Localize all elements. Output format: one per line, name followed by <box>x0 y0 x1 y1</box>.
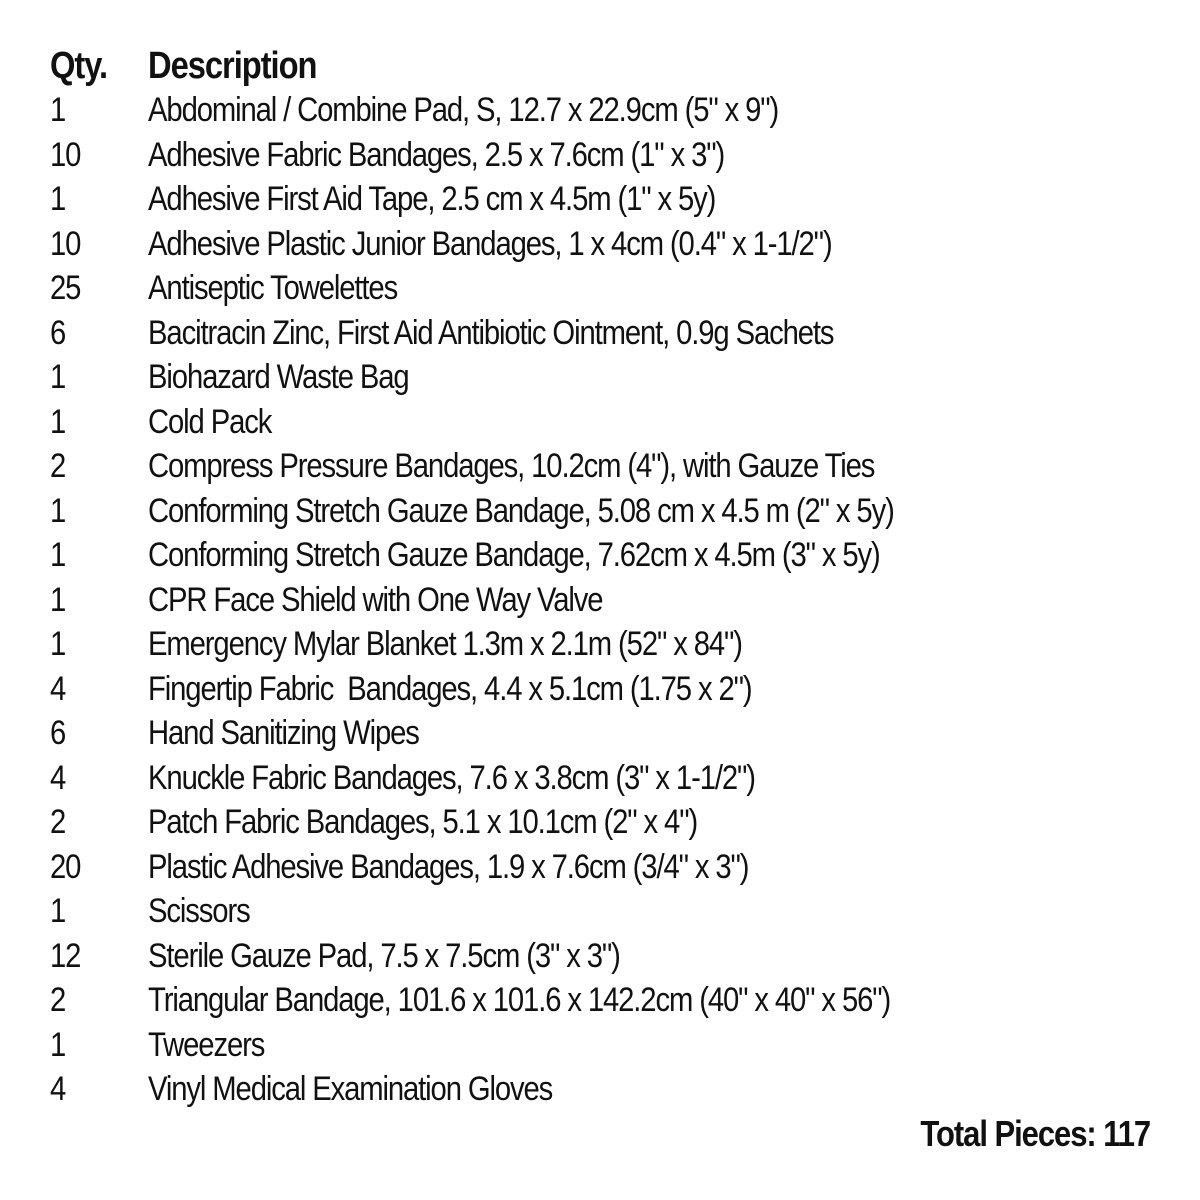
item-qty: 1 <box>50 1025 66 1064</box>
list-item <box>50 356 1005 401</box>
item-description: Scissors <box>148 892 250 931</box>
item-description: Patch Fabric Bandages, 5.1 x 10.1cm (2" x 4") <box>148 803 698 842</box>
item-qty: 1 <box>50 892 66 931</box>
list-item <box>50 934 1005 979</box>
list-item <box>50 445 1005 490</box>
item-qty: 1 <box>50 580 66 619</box>
item-qty: 25 <box>50 269 81 308</box>
item-qty: 1 <box>50 91 66 130</box>
item-qty: 2 <box>50 981 66 1020</box>
qty-column-header: Qty. <box>50 44 108 87</box>
item-qty: 6 <box>50 313 66 352</box>
item-qty: 1 <box>50 625 66 664</box>
item-description: Antiseptic Towelettes <box>148 269 398 308</box>
list-item <box>50 267 1005 312</box>
item-description: Fingertip Fabric Bandages, 4.4 x 5.1cm (1.75 x 2") <box>148 669 752 708</box>
item-qty: 6 <box>50 714 66 753</box>
item-qty: 1 <box>50 358 66 397</box>
item-description: Tweezers <box>148 1025 265 1064</box>
item-qty: 1 <box>50 180 66 219</box>
item-qty: 4 <box>50 1070 66 1109</box>
list-item <box>50 89 1005 134</box>
item-description: CPR Face Shield with One Way Valve <box>148 580 603 619</box>
list-item <box>50 979 1005 1024</box>
item-description: Compress Pressure Bandages, 10.2cm (4"), with Gauze Ties <box>148 447 875 486</box>
list-item <box>50 623 1005 668</box>
item-description: Hand Sanitizing Wipes <box>148 714 419 753</box>
item-description: Plastic Adhesive Bandages, 1.9 x 7.6cm (3/4" x 3") <box>148 847 749 886</box>
item-description: Biohazard Waste Bag <box>148 358 409 397</box>
item-description: Vinyl Medical Examination Gloves <box>148 1070 553 1109</box>
list-item <box>50 1023 1005 1068</box>
item-description: Cold Pack <box>148 402 272 441</box>
header-row <box>50 44 1005 89</box>
item-description: Conforming Stretch Gauze Bandage, 5.08 cm x 4.5 m (2" x 5y) <box>148 491 894 530</box>
list-item <box>50 667 1005 712</box>
item-description: Bacitracin Zinc, First Aid Antibiotic Ointment, 0.9g Sachets <box>148 313 834 352</box>
item-qty: 12 <box>50 936 81 975</box>
list-item <box>50 1068 1005 1113</box>
item-description: Adhesive Fabric Bandages, 2.5 x 7.6cm (1" x 3") <box>148 135 725 174</box>
description-column-header: Description <box>148 44 317 87</box>
list-item <box>50 845 1005 890</box>
item-qty: 10 <box>50 224 81 263</box>
list-item <box>50 890 1005 935</box>
item-qty: 2 <box>50 803 66 842</box>
item-description: Emergency Mylar Blanket 1.3m x 2.1m (52" x 84") <box>148 625 742 664</box>
item-description: Knuckle Fabric Bandages, 7.6 x 3.8cm (3" x 1-1/2") <box>148 758 755 797</box>
total-pieces: Total Pieces: 117 <box>920 1113 1150 1154</box>
item-description: Adhesive Plastic Junior Bandages, 1 x 4cm (0.4" x 1-1/2") <box>148 224 832 263</box>
list-item <box>50 311 1005 356</box>
item-qty: 20 <box>50 847 81 886</box>
item-description: Abdominal / Combine Pad, S, 12.7 x 22.9cm (5" x 9") <box>148 91 779 130</box>
list-item <box>50 712 1005 757</box>
contents-list <box>50 44 1160 1112</box>
item-description: Conforming Stretch Gauze Bandage, 7.62cm x 4.5m (3" x 5y) <box>148 536 880 575</box>
item-description: Triangular Bandage, 101.6 x 101.6 x 142.2cm (40" x 40" x 56") <box>148 981 891 1020</box>
item-qty: 2 <box>50 447 66 486</box>
item-qty: 1 <box>50 536 66 575</box>
item-qty: 10 <box>50 135 81 174</box>
item-qty: 4 <box>50 669 66 708</box>
list-item <box>50 801 1005 846</box>
list-item <box>50 133 1005 178</box>
item-qty: 4 <box>50 758 66 797</box>
list-item <box>50 178 1005 223</box>
list-item <box>50 222 1005 267</box>
item-qty: 1 <box>50 491 66 530</box>
list-item <box>50 400 1005 445</box>
list-item <box>50 489 1005 534</box>
list-item <box>50 578 1005 623</box>
item-qty: 1 <box>50 402 66 441</box>
list-item <box>50 534 1005 579</box>
item-description: Adhesive First Aid Tape, 2.5 cm x 4.5m (1" x 5y) <box>148 180 716 219</box>
item-description: Sterile Gauze Pad, 7.5 x 7.5cm (3" x 3") <box>148 936 620 975</box>
list-item <box>50 756 1005 801</box>
